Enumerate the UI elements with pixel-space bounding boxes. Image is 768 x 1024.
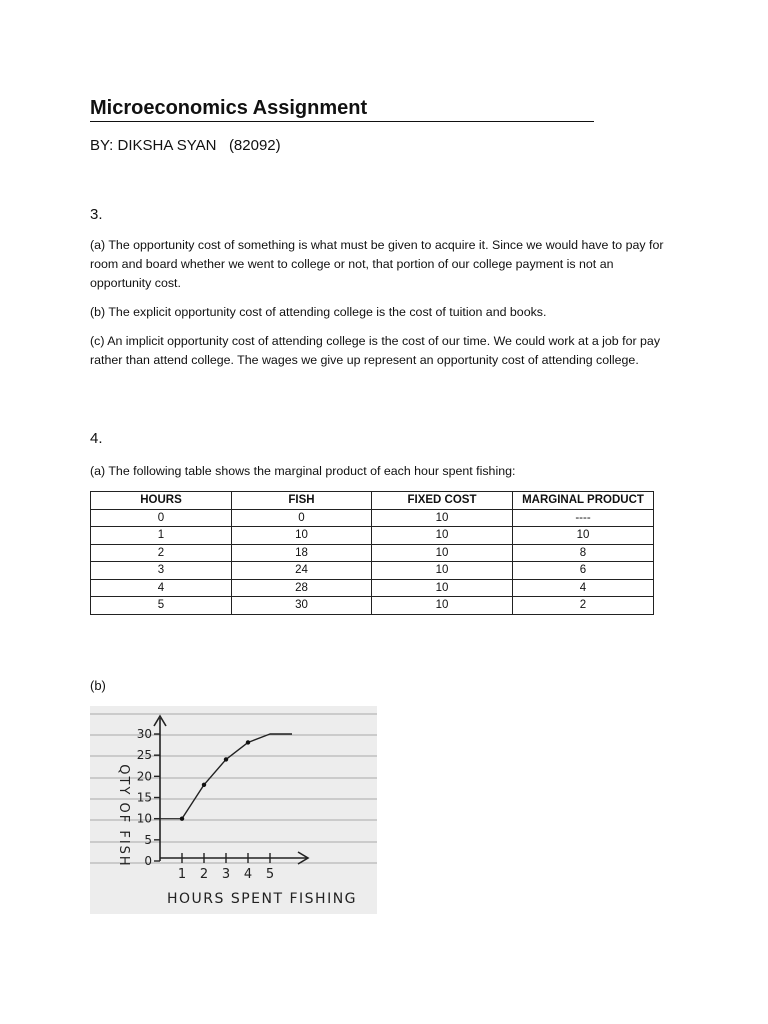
cell-fixed-cost: 10 xyxy=(372,562,513,580)
cell-marginal-product: 6 xyxy=(513,562,654,580)
cell-hours: 5 xyxy=(91,597,232,615)
answer-3b: (b) The explicit opportunity cost of attending college is the cost of tuition and books. xyxy=(90,305,547,319)
cell-hours: 2 xyxy=(91,544,232,562)
cell-hours: 1 xyxy=(91,527,232,545)
cell-marginal-product: 4 xyxy=(513,579,654,597)
cell-fish: 28 xyxy=(232,579,372,597)
data-point xyxy=(246,740,250,744)
cell-fish: 30 xyxy=(232,597,372,615)
y-tick-label: 15 xyxy=(136,790,152,805)
cell-hours: 4 xyxy=(91,579,232,597)
cell-fish: 18 xyxy=(232,544,372,562)
y-tick-label: 5 xyxy=(144,832,152,847)
cell-marginal-product: ---- xyxy=(513,509,654,527)
table-header-row xyxy=(91,492,654,510)
table-row xyxy=(91,597,654,615)
cell-fixed-cost: 10 xyxy=(372,509,513,527)
x-tick-label: 3 xyxy=(221,867,231,882)
cell-fish: 24 xyxy=(232,562,372,580)
x-axis-label: HOURS SPENT FISHING xyxy=(166,891,358,907)
cell-fixed-cost: 10 xyxy=(372,544,513,562)
data-point xyxy=(202,783,206,787)
ruled-lines xyxy=(90,714,377,863)
cell-hours: 0 xyxy=(91,509,232,527)
series-line xyxy=(182,734,292,819)
marginal-product-table xyxy=(90,491,654,615)
answer-4b-label: (b) xyxy=(90,678,106,693)
y-tick-label: 20 xyxy=(136,769,152,784)
header-marginal-product: MARGINAL PRODUCT xyxy=(513,492,654,510)
cell-fish: 0 xyxy=(232,509,372,527)
y-axis-label: QTY OF FISH xyxy=(116,764,131,868)
cell-fixed-cost: 10 xyxy=(372,527,513,545)
cell-marginal-product: 8 xyxy=(513,544,654,562)
cell-fish: 10 xyxy=(232,527,372,545)
table-row xyxy=(91,544,654,562)
cell-marginal-product: 10 xyxy=(513,527,654,545)
fish-production-chart xyxy=(90,706,377,914)
author-byline: BY: DIKSHA SYAN (82092) xyxy=(90,137,281,154)
data-point xyxy=(224,757,228,761)
data-point xyxy=(180,816,184,820)
question-3-number: 3. xyxy=(90,206,103,223)
cell-hours: 3 xyxy=(91,562,232,580)
table-row xyxy=(91,527,654,545)
y-tick-label: 10 xyxy=(136,811,152,826)
x-tick-label: 4 xyxy=(243,867,253,882)
cell-marginal-product: 2 xyxy=(513,597,654,615)
y-tick-label: 30 xyxy=(136,727,152,741)
header-fixed-cost: FIXED COST xyxy=(372,492,513,510)
cell-fixed-cost: 10 xyxy=(372,597,513,615)
answer-4a: (a) The following table shows the marginal product of each hour spent fishing: xyxy=(90,464,516,478)
hand-drawn-graph xyxy=(90,706,377,914)
cell-fixed-cost: 10 xyxy=(372,579,513,597)
table-row xyxy=(91,562,654,580)
series-group xyxy=(160,734,292,821)
x-tick-label: 5 xyxy=(265,867,275,882)
page-title: Microeconomics Assignment xyxy=(90,95,594,122)
header-hours: HOURS xyxy=(91,492,232,510)
table-row xyxy=(91,509,654,527)
answer-3a: (a) The opportunity cost of something is what must be given to acquire it. Since we would have to pay for room and board whether we went to college or not, that portion of our college payment is not an opportunity cost. xyxy=(90,238,664,290)
y-tick-group xyxy=(137,727,160,868)
x-tick-label: 1 xyxy=(177,867,187,882)
y-tick-label: 0 xyxy=(144,854,152,868)
answer-3c: (c) An implicit opportunity cost of attending college is the cost of our time. We could work at a job for pay rather than attend college. The wages we give up represent an opportunity cost of attending college. xyxy=(90,334,661,367)
x-tick-label: 2 xyxy=(199,867,209,882)
y-tick-label: 25 xyxy=(136,748,152,763)
header-fish: FISH xyxy=(232,492,372,510)
table-row xyxy=(91,579,654,597)
question-4-number: 4. xyxy=(90,430,103,447)
